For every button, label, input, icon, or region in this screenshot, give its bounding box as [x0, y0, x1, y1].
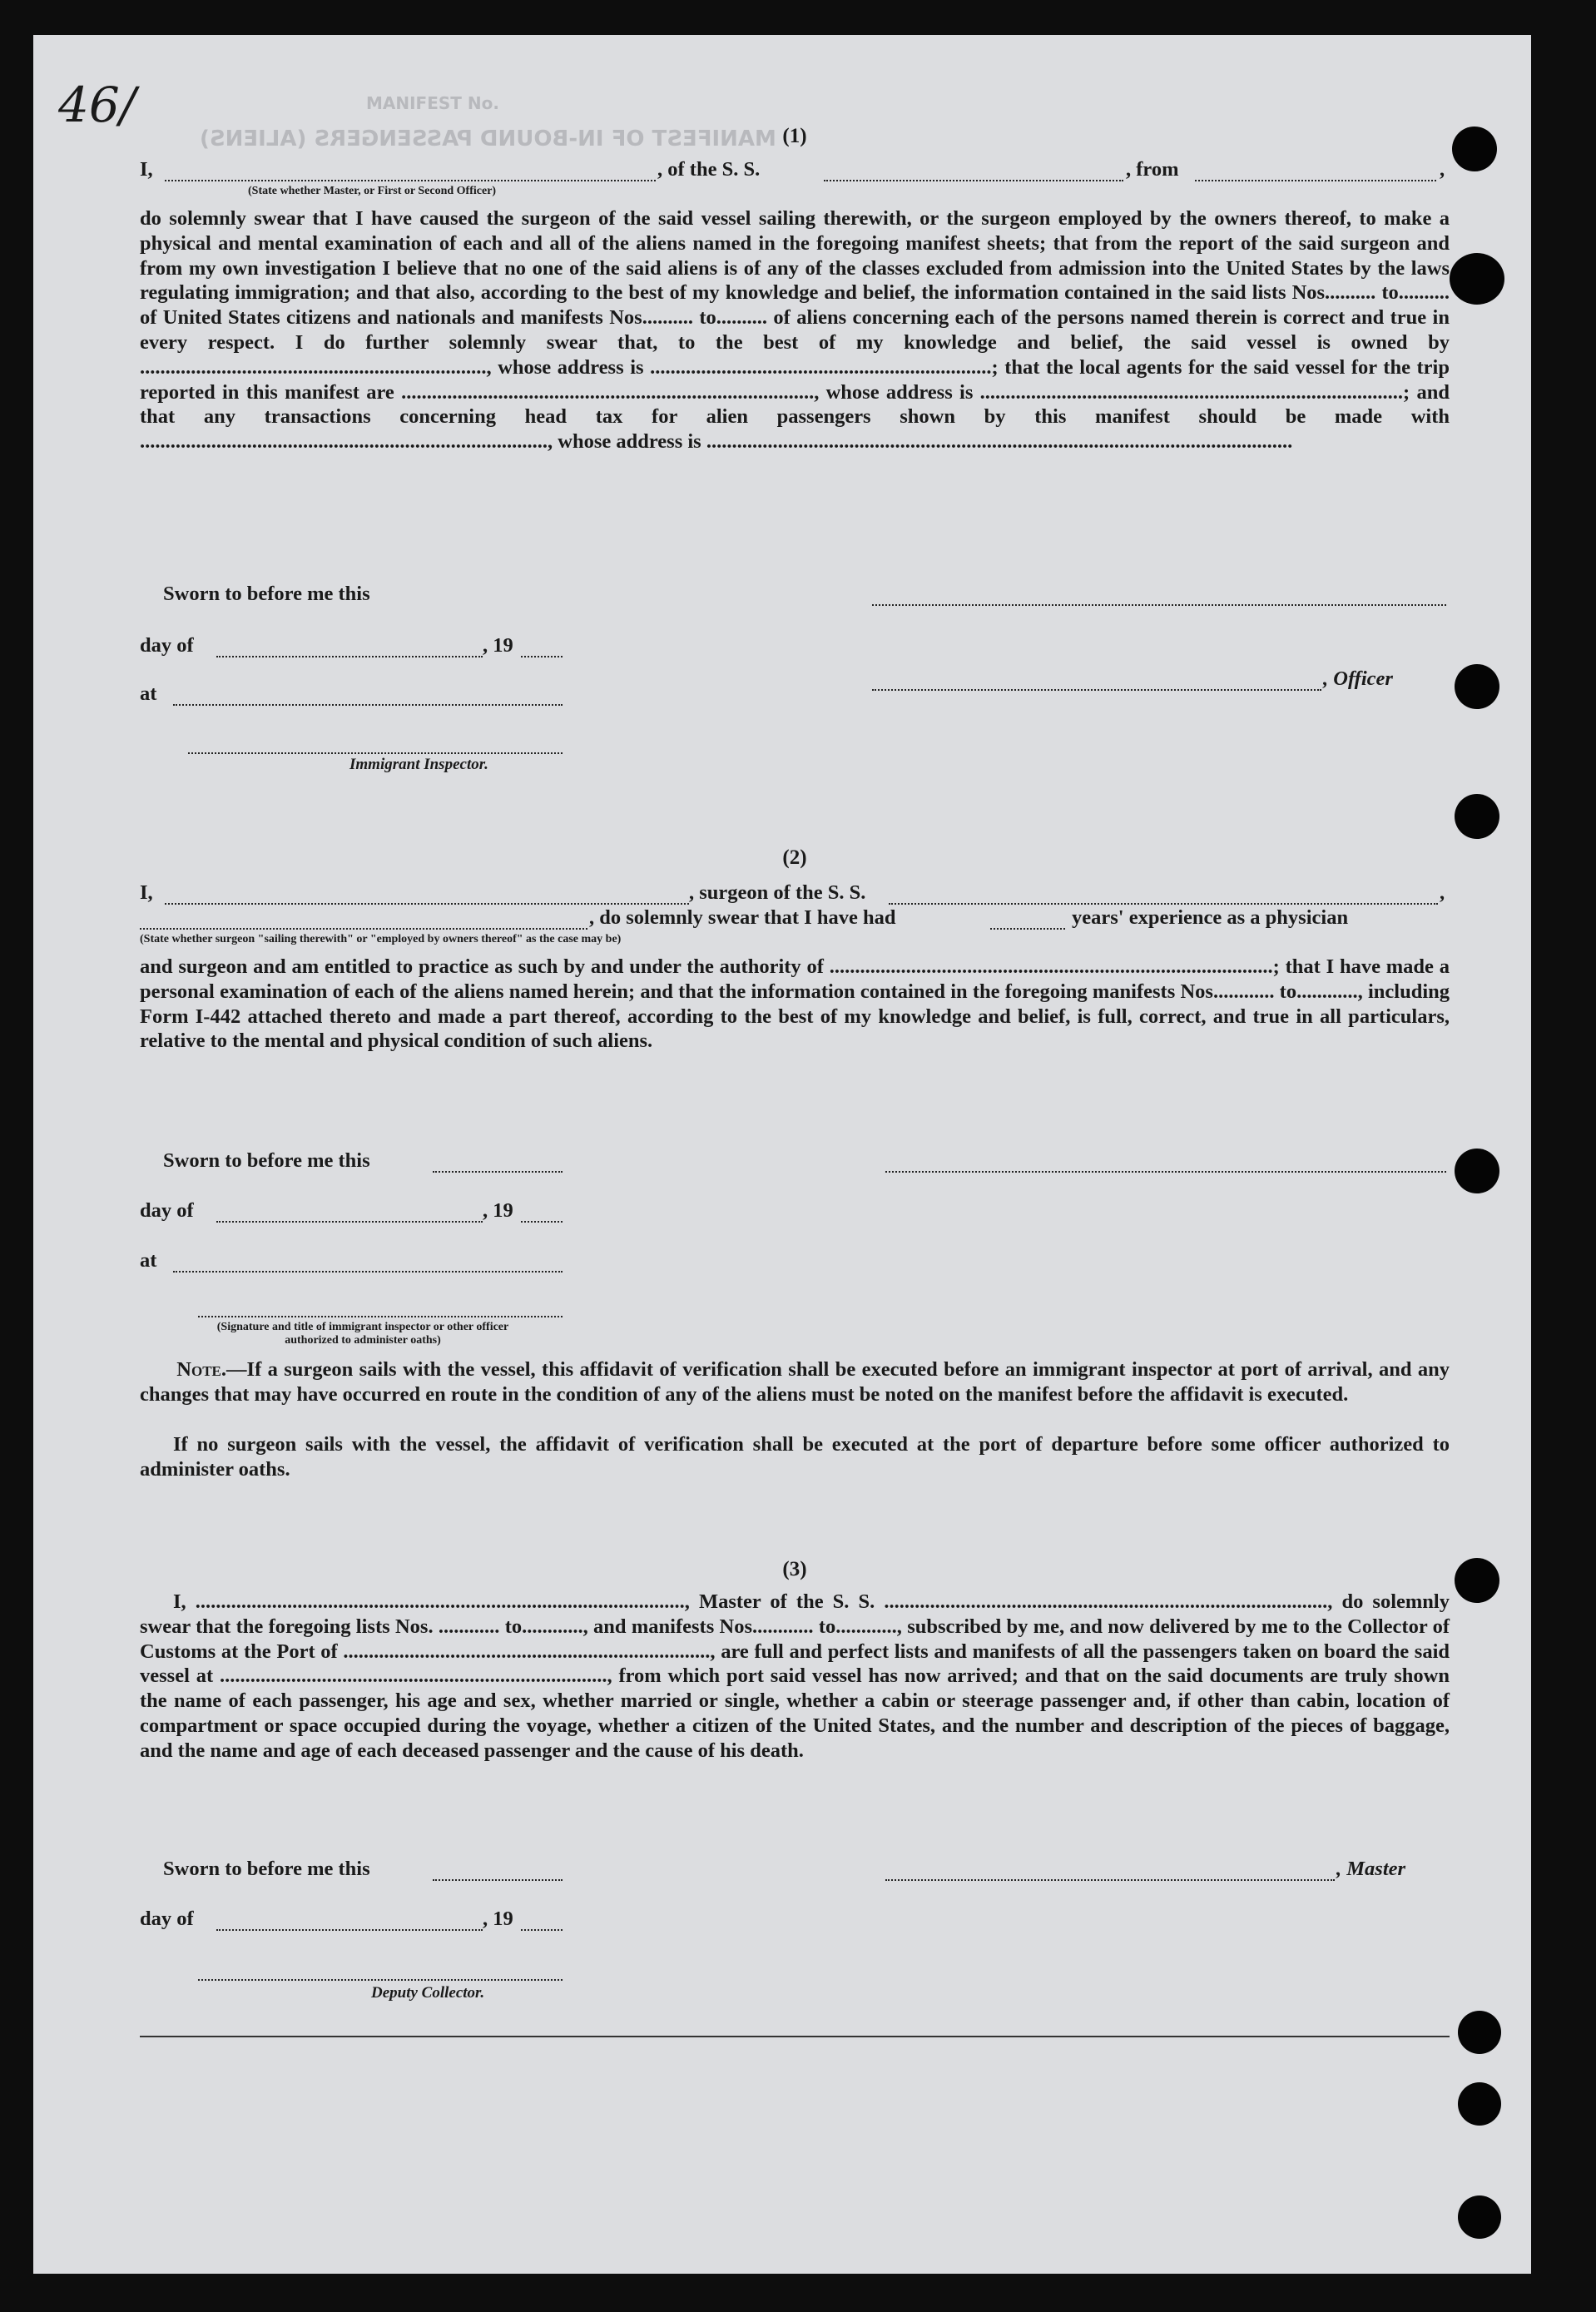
section-1-end-comma: ,	[1440, 158, 1445, 181]
section-2-sworn-line[interactable]	[433, 1171, 563, 1173]
section-1-of-ss-label: , of the S. S.	[657, 158, 761, 181]
section-3-collector-signature-line[interactable]	[198, 1979, 563, 1981]
section-1-day-line[interactable]	[216, 656, 483, 657]
section-1-at-line[interactable]	[173, 704, 563, 706]
section-2-day-line[interactable]	[216, 1221, 483, 1223]
punch-hole	[1458, 2195, 1501, 2239]
section-1-year-label: , 19	[483, 634, 513, 657]
section-3-number: (3)	[782, 1558, 807, 1580]
section-2-surgeon-name-line	[165, 903, 689, 905]
section-3-sworn-line[interactable]	[433, 1879, 563, 1881]
note-text: —If a surgeon sails with the vessel, this affidavit of verification shall be executed before an immigrant inspector at port of arrival, and any changes that may have occurred en route in the condition of any of the aliens must be noted on the manifest before the affidavit is executed.	[140, 1358, 1450, 1406]
section-1-from-line	[1195, 180, 1436, 181]
section-1-oath-text: do solemnly swear that I have caused the surgeon of the said vessel sailing therewith, or the surgeon employed by the owners thereof, to make a physical and mental examination of each and all of the aliens named in the foregoing manifest sheets; that from the report of the said surgeon and from my own investigation I believe that no one of the said aliens is of any of the classes excluded from admission into the United States by the laws regulating immigration; and that also, according to the best of my knowledge and belief, the information contained in the said lists Nos.......... to.......... of United States citizens and nationals and manifests Nos.......... to.......... of aliens concerning each of the persons named therein is correct and true in every respect. I do further solemnly swear that, to the best of my knowledge and belief, the said vessel is owned by ...................................................................., whose address is ...................................................................; that the local agents for the said vessel for the trip reported in this manifest are ................................................................................., whose address is ...................................................................................; and that any transactions concerning head tax for alien passengers shown by this manifest should be made with ................................................................................, whose address is ...................................................................................................................	[140, 207, 1450, 454]
section-1-from-label: , from	[1126, 158, 1179, 181]
section-3-oath-text: I, ................................................................................................, Master of the S. S. ......................................................................................., do solemnly swear that the foregoing lists Nos. ............ to............, and manifests Nos............ to............, subscribed by me, and now delivered by me to the Collector of Customs at the Port of ........................................................................, are full and perfect lists and manifests of all the passengers taken on board the said vessel at ............................................................................, from which port said vessel has now arrived; and that on the said documents are truly shown the name of each passenger, his age and sex, whether married or single, whether a cabin or steerage passenger and, if other than cabin, location of compartment or space occupied during the voyage, whether a citizen of the United States, and the number and description of the pieces of baggage, and the name and age of each deceased passenger and the cause of his death.	[140, 1590, 1450, 1762]
section-1-officer-signature-line[interactable]	[872, 689, 1321, 691]
section-2-year-label: , 19	[483, 1199, 513, 1222]
section-1-number: (1)	[782, 125, 807, 147]
section-1-inspector-signature-line[interactable]	[188, 752, 563, 754]
section-3-master-signature-line[interactable]	[885, 1879, 1335, 1881]
punch-hole	[1458, 2082, 1501, 2126]
punch-hole	[1455, 1558, 1499, 1603]
section-2-surgeon-of-label: , surgeon of the S. S.	[689, 881, 866, 904]
section-3-year-label: , 19	[483, 1908, 513, 1930]
section-2-i-label: I,	[140, 881, 153, 904]
section-1-officer-name-line	[165, 180, 656, 181]
punch-hole	[1452, 127, 1497, 171]
section-1-day-of-label: day of	[140, 634, 194, 657]
section-2-swear-label: , do solemnly swear that I have had	[589, 906, 896, 929]
section-2-at-label: at	[140, 1249, 157, 1272]
section-2-years-line	[990, 928, 1065, 930]
punch-hole	[1450, 253, 1504, 305]
punch-hole	[1455, 794, 1499, 839]
punch-hole	[1455, 664, 1499, 709]
section-2-number: (2)	[782, 846, 807, 869]
punch-hole	[1458, 2011, 1501, 2054]
section-2-at-line[interactable]	[173, 1271, 563, 1273]
section-3-collector-label: Deputy Collector.	[371, 1984, 485, 2002]
bleed-through-manifest-no: MANIFEST No.	[366, 93, 499, 113]
section-2-status-line	[140, 928, 587, 930]
note-label: Note.	[176, 1358, 227, 1381]
section-2-sworn-label: Sworn to before me this	[163, 1149, 370, 1172]
section-3-day-of-label: day of	[140, 1908, 194, 1930]
bottom-rule	[140, 2036, 1450, 2037]
section-2-years-label: years' experience as a physician	[1072, 906, 1349, 929]
section-3-day-line[interactable]	[216, 1929, 483, 1931]
section-2-oath-text: and surgeon and am entitled to practice as such by and under the authority of .......................................................................................; that I have made a personal examination of each of the aliens named herein; and that the information contained in the foregoing manifests Nos............ to............, including Form I-442 attached thereto and made a part thereof, according to the best of my knowledge and belief, is full, correct, and true in all particulars, relative to the mental and physical condition of such aliens.	[140, 955, 1450, 1053]
section-2-vessel-line	[889, 903, 1438, 905]
section-2-year-line[interactable]	[521, 1221, 563, 1223]
section-1-officer-label: , Officer	[1323, 667, 1393, 690]
section-2-surgeon-signature-line[interactable]	[885, 1171, 1446, 1173]
section-1-year-line[interactable]	[521, 656, 563, 657]
section-3-master-label: , Master	[1336, 1858, 1406, 1880]
section-2-official-signature-line[interactable]	[198, 1316, 563, 1317]
section-1-sworn-label: Sworn to before me this	[163, 583, 370, 605]
section-2-caption: (State whether surgeon "sailing therewith" or "employed by owners thereof" as the case may be)	[140, 933, 622, 945]
section-1-caption: (State whether Master, or First or Second Officer)	[248, 185, 497, 197]
punch-hole	[1455, 1149, 1499, 1193]
bleed-through-title: MANIFEST OF IN-BOUND PASSENGERS (ALIENS)	[200, 127, 776, 151]
section-1-at-label: at	[140, 682, 157, 705]
section-1-i-label: I,	[140, 158, 153, 181]
section-3-sworn-label: Sworn to before me this	[163, 1858, 370, 1880]
section-2-official-caption: (Signature and title of immigrant inspector or other officer authorized to administer oaths)	[216, 1321, 509, 1347]
section-1-inspector-label: Immigrant Inspector.	[349, 756, 488, 773]
document-page	[33, 35, 1531, 2274]
handwritten-page-mark: 46/	[58, 77, 136, 133]
section-2-note-2: If no surgeon sails with the vessel, the affidavit of verification shall be executed at the port of departure before some officer authorized to administer oaths.	[140, 1433, 1450, 1481]
section-2-note	[140, 1357, 1450, 1407]
section-2-day-of-label: day of	[140, 1199, 194, 1222]
section-3-year-line[interactable]	[521, 1929, 563, 1931]
section-1-vessel-line	[824, 180, 1123, 181]
section-2-end-comma: ,	[1440, 881, 1445, 904]
section-1-master-signature-line[interactable]	[872, 604, 1446, 606]
